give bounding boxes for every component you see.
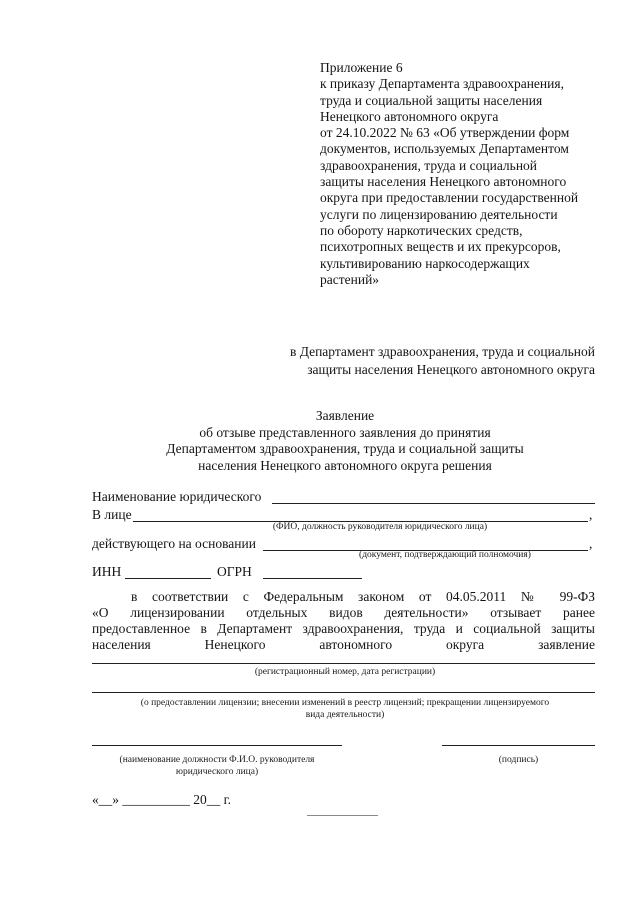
appendix-line: округа при предоставлении государственной: [320, 190, 579, 206]
represented-by-comma: ,: [589, 507, 593, 522]
addressee-line: защиты населения Ненецкого автономного округа: [307, 362, 595, 377]
body-line: «О лицензировании отдельных видов деятельности» отзывает ранее: [92, 605, 595, 620]
basis-label: действующего на основании: [92, 536, 256, 551]
subject-caption-line: вида деятельности): [305, 710, 385, 720]
document-title: [92, 408, 598, 475]
appendix-line: документов, используемых Департаментом: [320, 141, 569, 157]
represented-by-label: В лице: [92, 507, 132, 522]
title-line: об отзыве представленного заявления до принятия: [199, 424, 491, 440]
signature-blank: [442, 745, 595, 746]
appendix-line: по обороту наркотических средств,: [320, 222, 523, 238]
org-name-label: Наименование юридического: [92, 489, 262, 504]
appendix-line: здравоохранения, труда и социальной: [320, 157, 538, 173]
body-line: в соответствии с Федеральным законом от 04.05.2011 № 99-ФЗ: [131, 589, 595, 604]
position-caption-line: юридического лица): [175, 767, 259, 777]
appendix-block: [320, 60, 578, 288]
addressee-line: в Департамент здравоохранения, труда и социальной: [289, 344, 595, 359]
represented-by-caption: (ФИО, должность руководителя юридического лица): [272, 522, 488, 532]
appendix-line: от 24.10.2022 № 63 «Об утверждении форм: [320, 125, 570, 141]
appendix-line: растений»: [320, 271, 380, 287]
body-line: населения Ненецкого автономного округа заявление: [92, 637, 595, 652]
basis-comma: ,: [589, 536, 593, 551]
appendix-line: психотропных веществ и их прекурсоров,: [320, 239, 561, 255]
date-line: «__» __________ 20__ г.: [92, 792, 232, 807]
basis-caption: (документ, подтверждающий полномочия): [359, 550, 531, 560]
addressee-block: [290, 343, 595, 379]
appendix-line: защиты населения Ненецкого автономного: [320, 174, 567, 190]
subject-blank: [92, 692, 595, 693]
appendix-line: труда и социальной защиты населения: [320, 92, 543, 108]
ogrn-label: ОГРН: [217, 564, 252, 579]
appendix-line: культивированию наркосодержащих: [320, 255, 530, 271]
subject-caption-line: (о предоставлении лицензии; внесении изменений в реестр лицензий; прекращении лицензируемого: [140, 698, 550, 708]
position-name-blank: [92, 745, 342, 746]
signature-caption: (подпись): [498, 755, 539, 765]
inn-label: ИНН: [92, 564, 122, 579]
footer-divider: [307, 815, 378, 816]
appendix-line: к приказу Департамента здравоохранения,: [320, 76, 564, 92]
title-line: Департаментом здравоохранения, труда и социальной защиты: [166, 441, 524, 457]
appendix-line: Приложение 6: [320, 60, 403, 75]
appendix-line: услуги по лицензированию деятельности: [320, 206, 558, 222]
position-caption-line: (наименование должности Ф.И.О. руководителя: [119, 755, 315, 765]
title-line: населения Ненецкого автономного округа решения: [198, 458, 492, 474]
registration-blank: [92, 663, 595, 664]
ogrn-blank: [263, 578, 362, 579]
body-line: предоставленное в Департамент здравоохранения, труда и социальной защиты: [92, 621, 595, 636]
registration-caption: (регистрационный номер, дата регистрации): [254, 667, 436, 677]
title-heading: Заявление: [315, 408, 375, 423]
org-name-blank: [272, 503, 595, 504]
appendix-line: Ненецкого автономного округа: [320, 108, 499, 124]
inn-blank: [125, 578, 211, 579]
